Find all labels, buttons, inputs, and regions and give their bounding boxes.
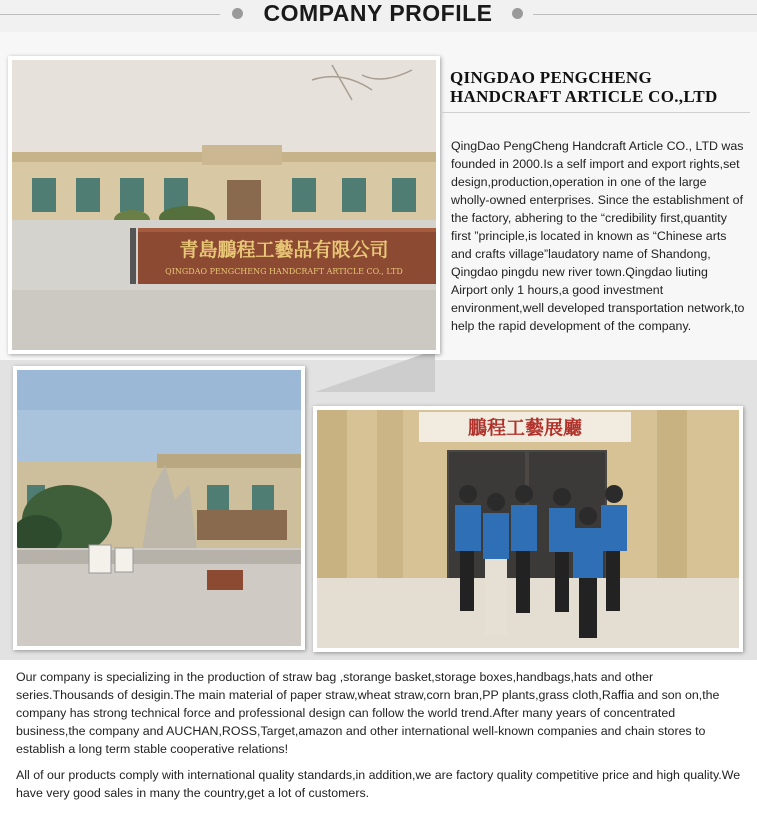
company-intro-text: QingDao PengCheng Handcraft Article CO., LTD was founded in 2000.Is a self import and export rights,set design,production,operation in one of the large wholly-owned enterprises. Since the establishment of the factory, abhering to the “credibility first,quantity first ”principle,is located in known as “Chinese arts and crafts village”laudatory name of Shandong, Qingdao pingdu new river town.Qingdao liuting Airport only 1 hours,a good investment environment,well developed transportation network,to help the rapid development of the company. [451,139,745,333]
courtyard-photo [13,366,305,650]
header-rule-right [533,14,757,15]
company-business-paragraph: Our company is specializing in the production of straw bag ,storange basket,storage boxes,handbags,hats and other series.Thousands of desigin.The main material of paper straw,wheat straw,corn bran,PP plants,grass cloth,Raffia and son on,the company has strong technical force and professional design can follow the world trend.After many years of concentrated business,the company and AUCHAN,ROSS,Target,amazon and other international well-known companies and chain stores to establish a long term stable cooperative relations! [16,670,720,756]
company-name-line2: HANDCRAFT ARTICLE CO.,LTD [450,87,718,106]
company-quality-paragraph: All of our products comply with international quality standards,in addition,we are factory quality competitive price and high quality.We have very good sales in many the country,get a lot of customers. [16,768,741,800]
gate-sign-chinese: 青島鵬程工藝品有限公司 [179,239,389,261]
company-name-line1: QINGDAO PENGCHENG [450,68,653,87]
header-dot-right [512,8,523,19]
company-gate-photo [8,56,440,354]
pointer-shape [315,350,435,392]
company-name [450,68,750,106]
section-header [0,0,757,32]
header-dot-left [232,8,243,19]
company-gate-image [12,60,436,350]
showroom-staff-photo [313,406,743,652]
gate-sign-english: QINGDAO PENGCHENG HANDCRAFT ARTICLE CO., LTD [165,267,403,276]
company-name-divider [440,112,750,113]
page-title: COMPANY PROFILE [263,0,493,26]
courtyard-image [17,370,301,646]
hall-sign-chinese: 鵬程工藝展廳 [467,417,583,439]
header-rule-left [0,14,220,15]
showroom-staff-image [317,410,739,648]
